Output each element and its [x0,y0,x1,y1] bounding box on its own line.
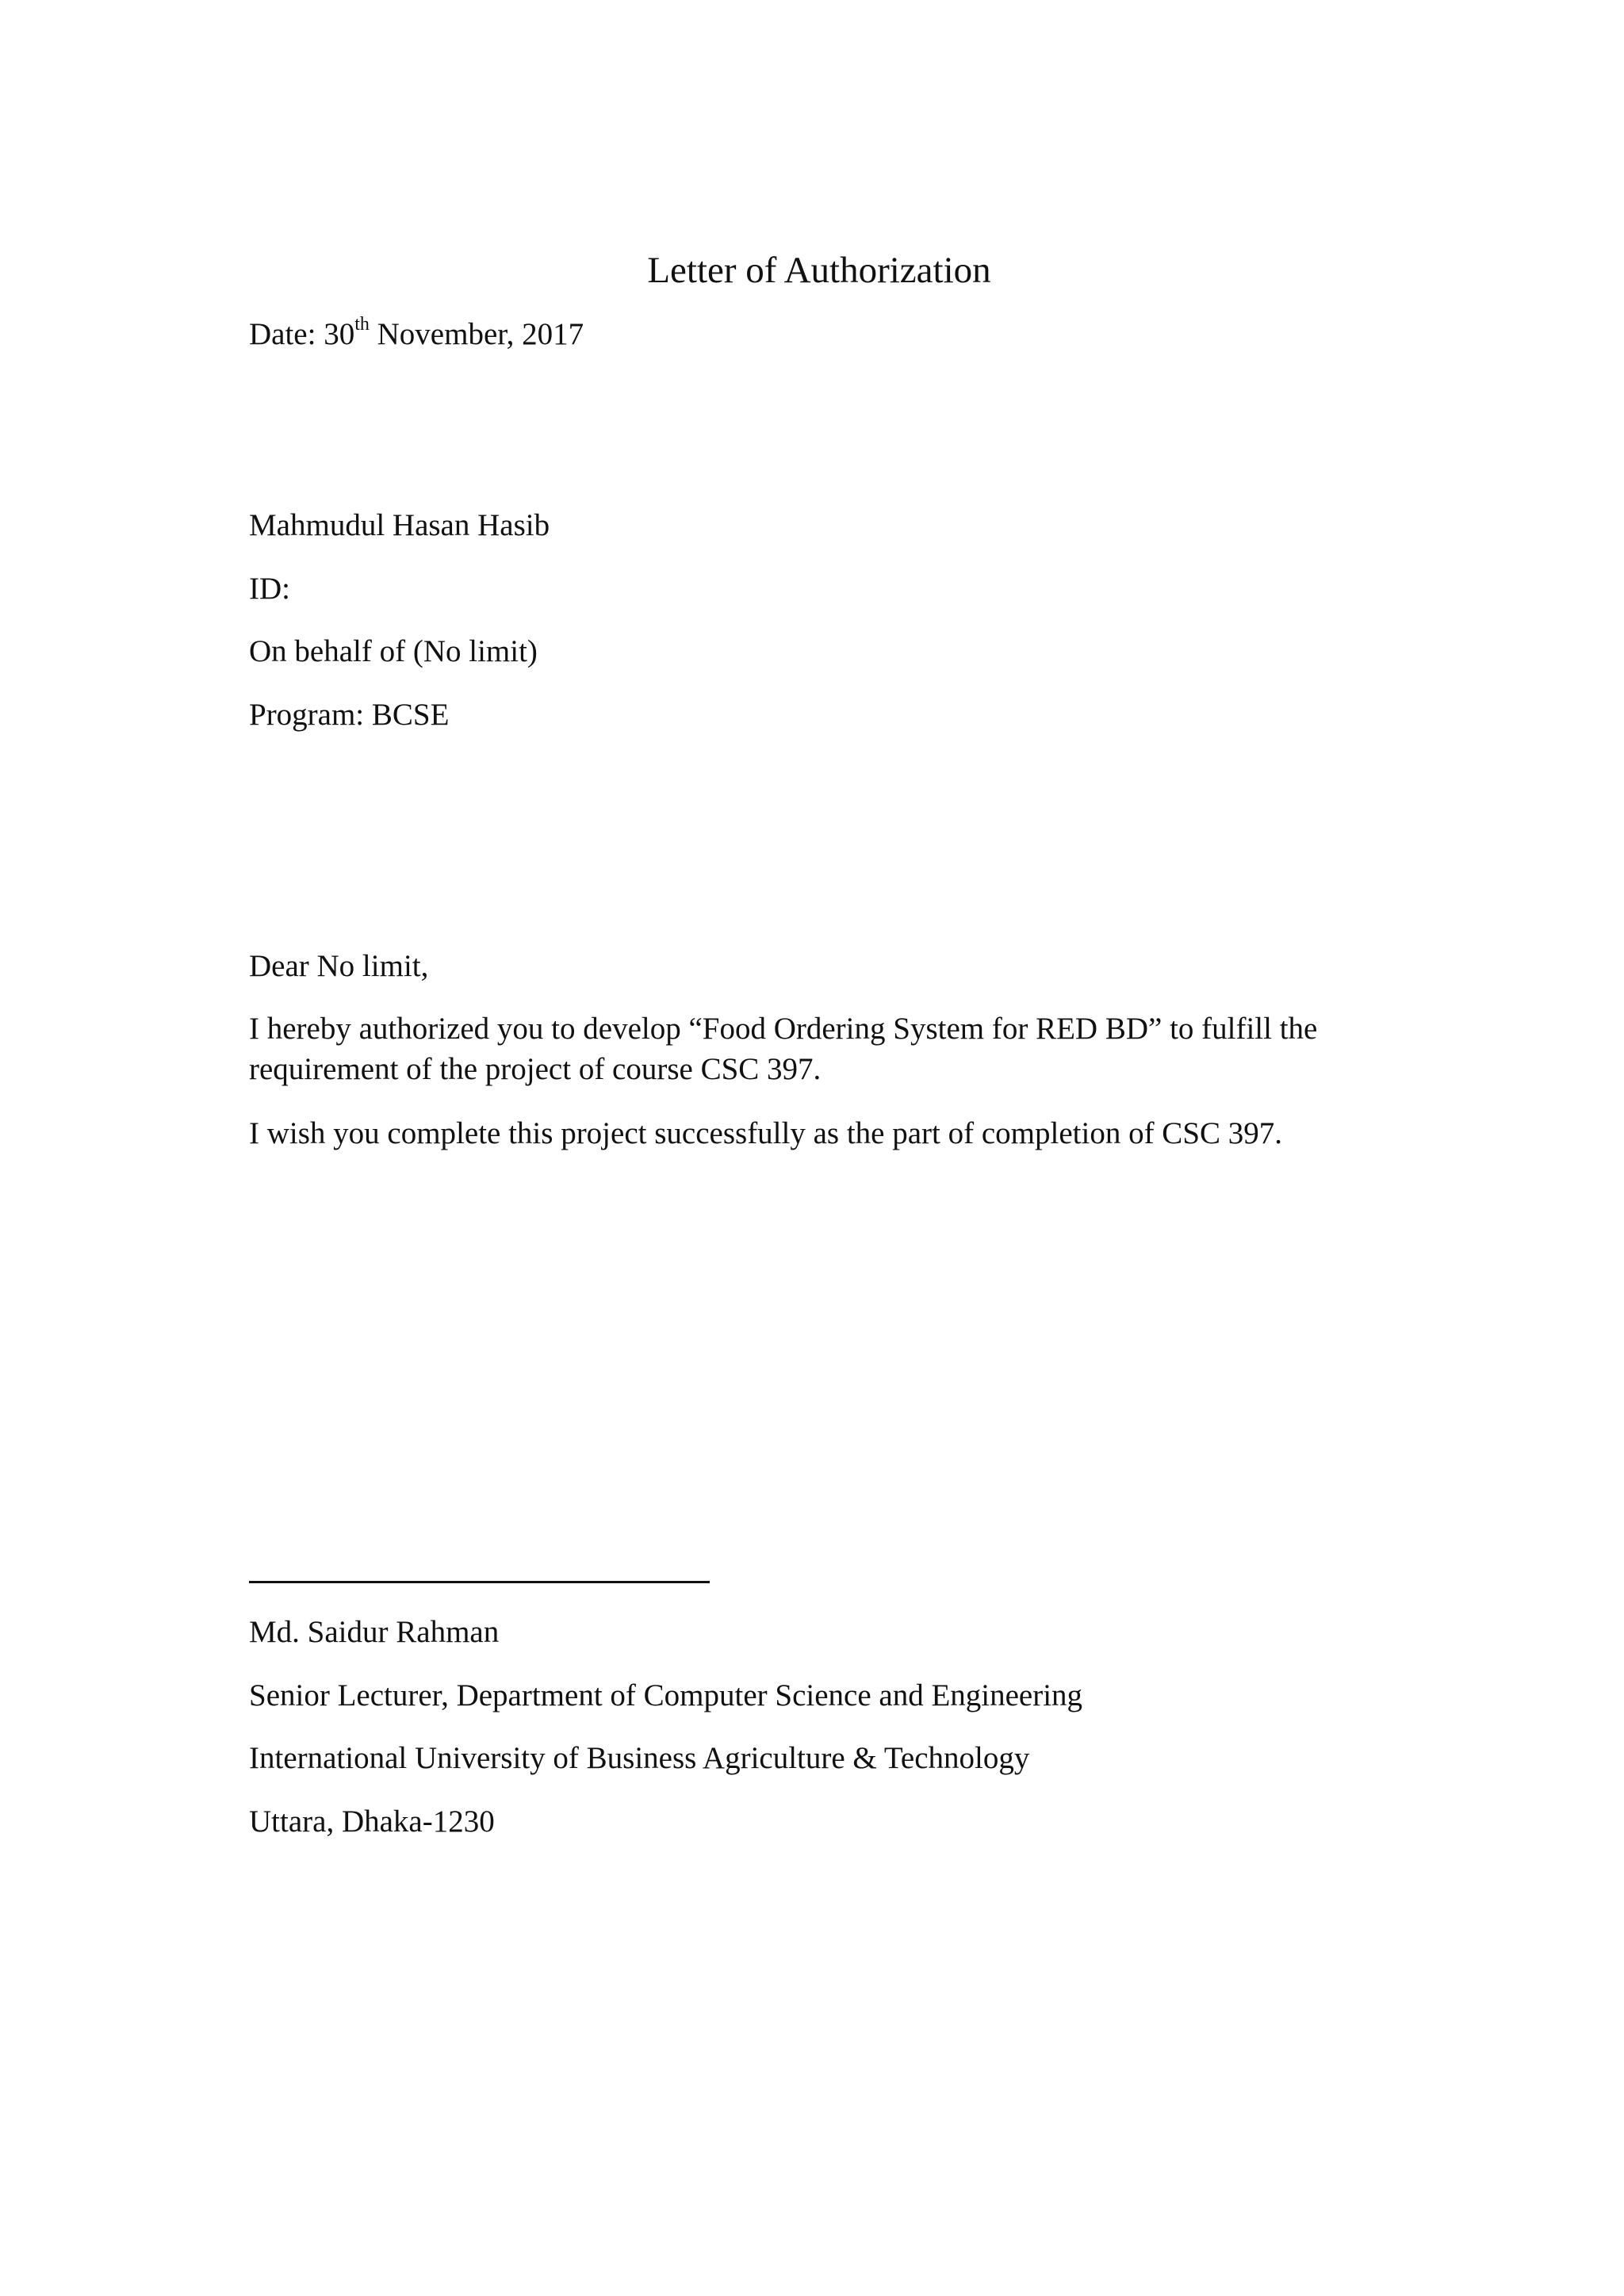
signatory-institution: International University of Business Agriculture & Technology [249,1741,1030,1775]
body-paragraph-1: I hereby authorized you to develop “Food Ordering System for RED BD” to fulfill the requirement of the project of course CSC 397. [249,1012,1318,1086]
recipient-program: Program: BCSE [249,698,450,732]
signatory-position: Senior Lecturer, Department of Computer Science and Engineering [249,1678,1083,1712]
salutation: Dear No limit, [249,949,429,983]
signatory-address: Uttara, Dhaka-1230 [249,1804,495,1839]
signatory-name: Md. Saidur Rahman [249,1615,500,1649]
recipient-id: ID: [249,572,290,606]
signature-line [249,1581,710,1583]
recipient-on-behalf: On behalf of (No limit) [249,634,538,668]
letter-date: Date: 30th November, 2017 [249,314,584,351]
letter-title: Letter of Authorization [647,250,991,291]
recipient-name: Mahmudul Hasan Hasib [249,508,550,542]
body-paragraph-2: I wish you complete this project successfully as the part of completion of CSC 397. [249,1116,1283,1150]
